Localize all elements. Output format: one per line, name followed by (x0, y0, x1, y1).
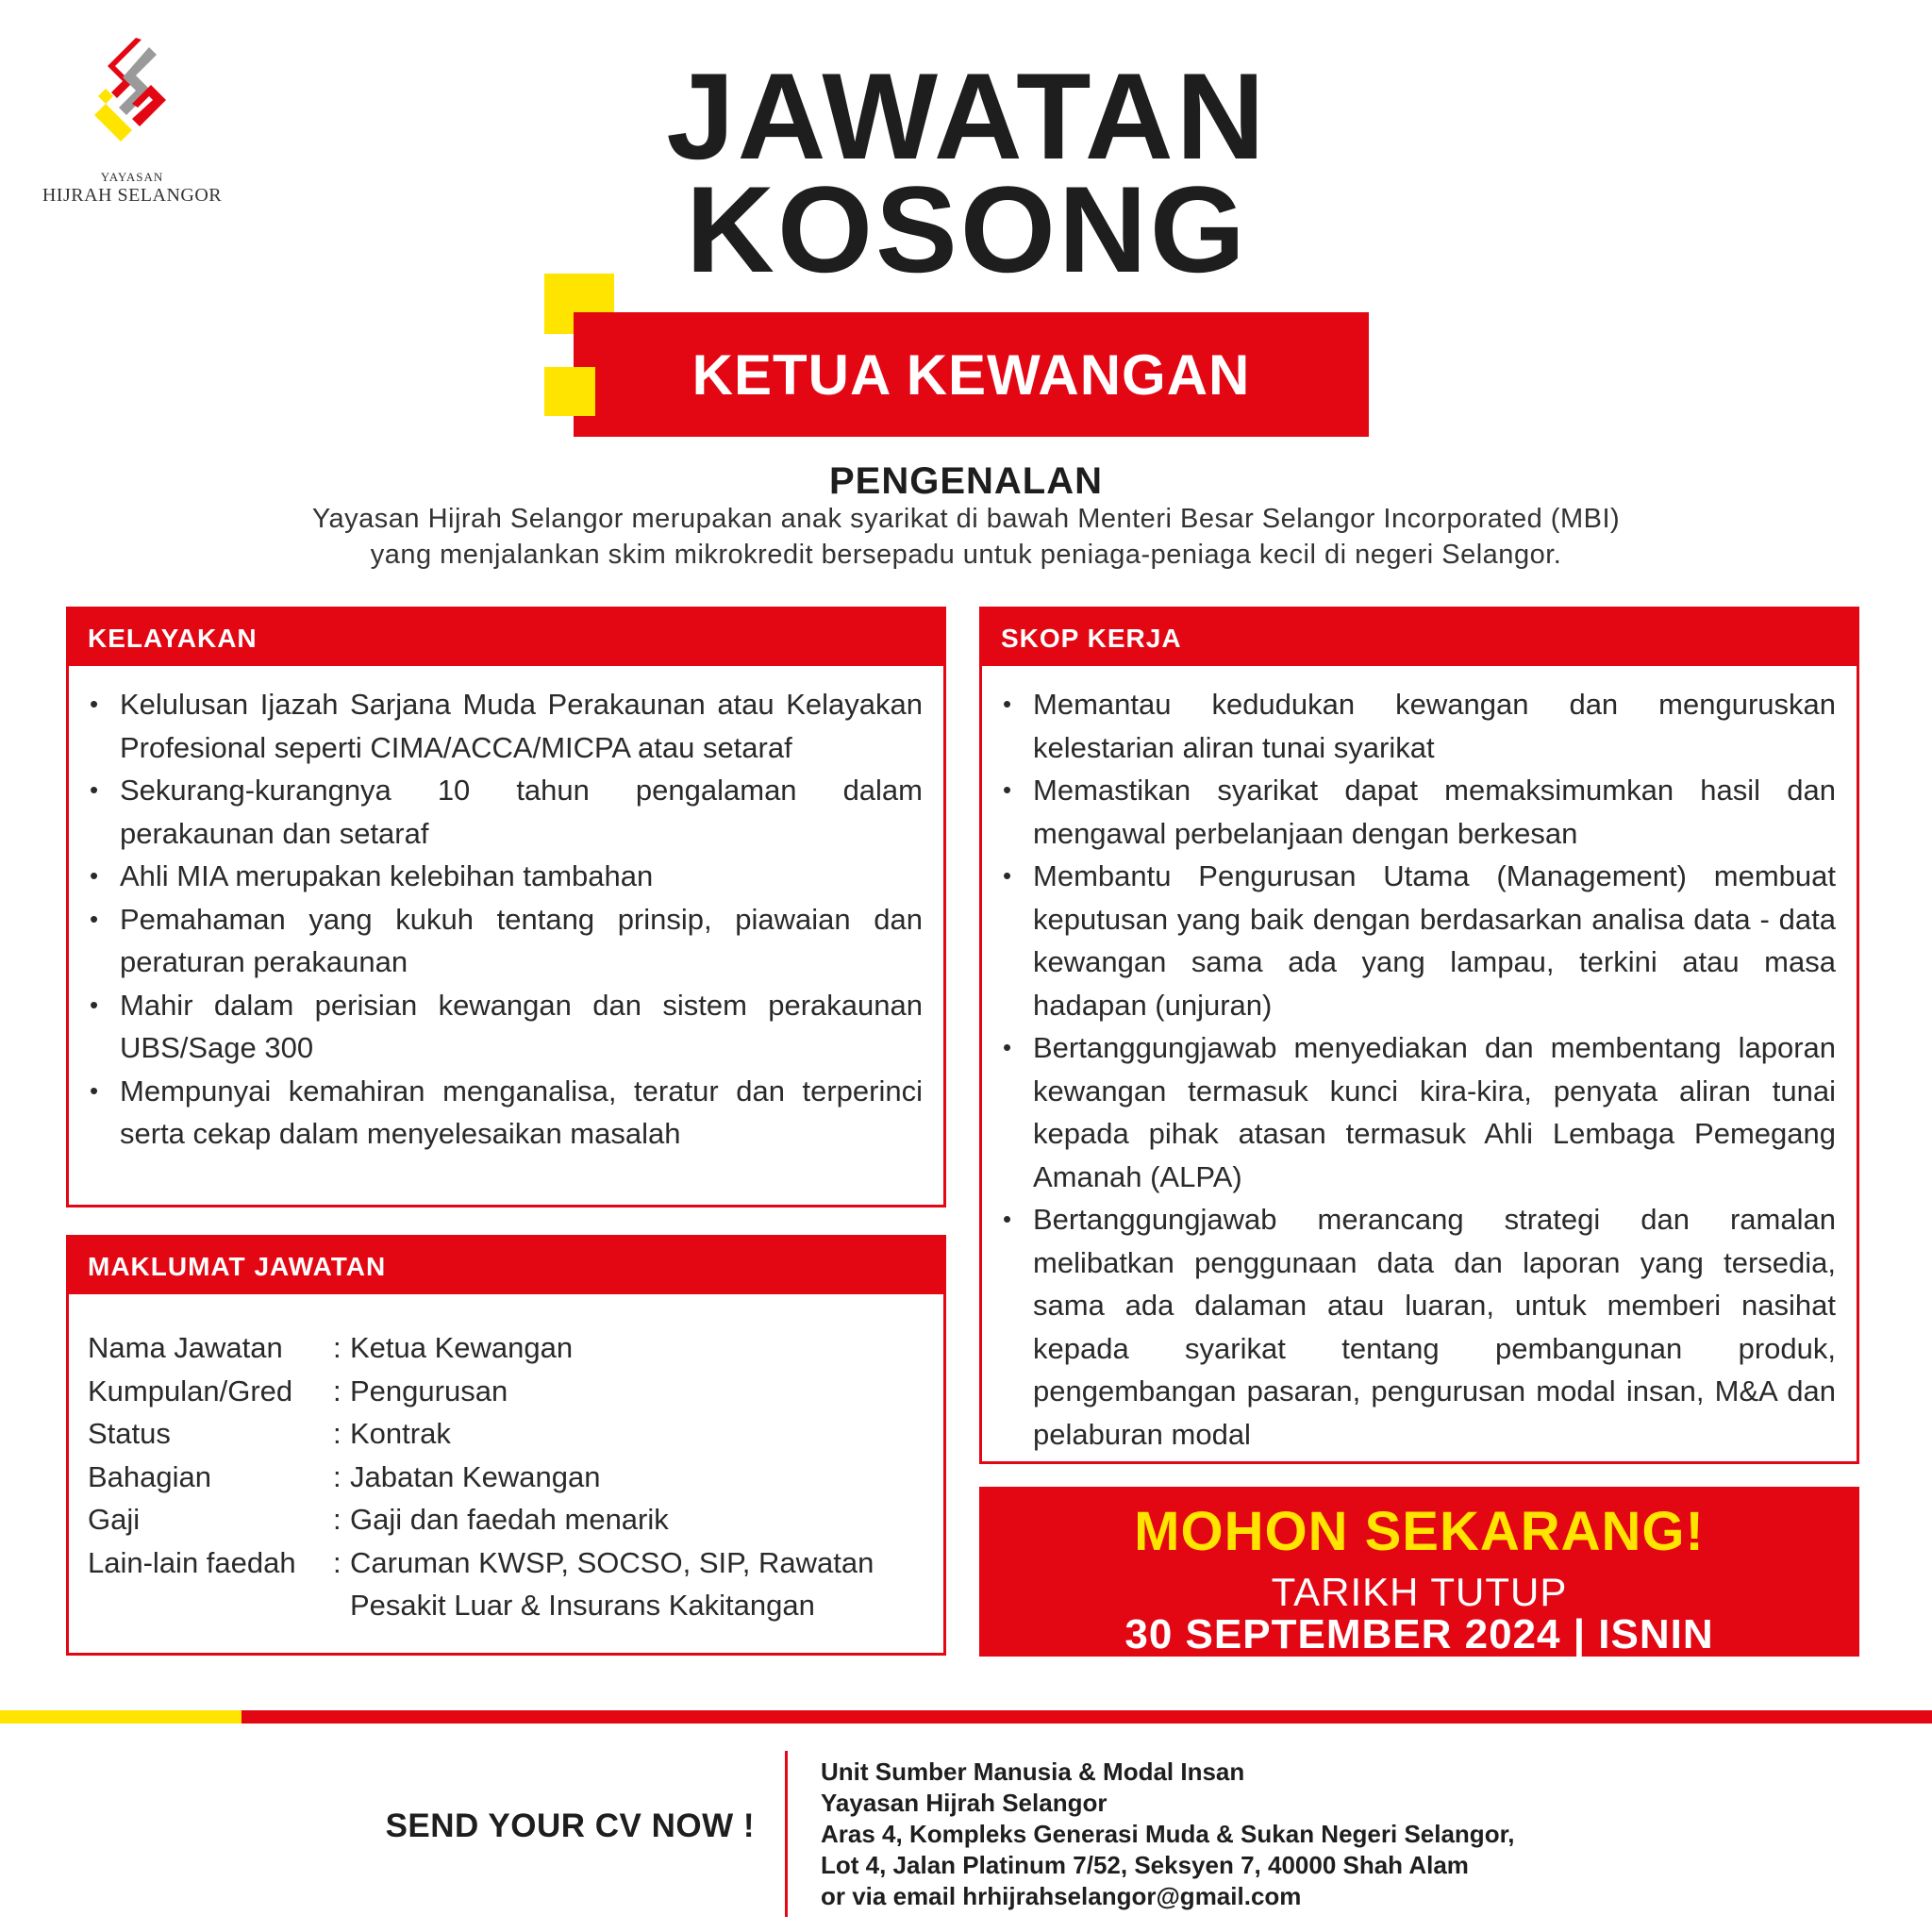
list-item: • Kelulusan Ijazah Sarjana Muda Perakaunan atau Kelayakan Profesional seperti CIMA/ACCA/MICPA atau setaraf (88, 683, 923, 769)
list-item: • Memastikan syarikat dapat memaksimumkan hasil dan mengawal perbelanjaan dengan berkesan (1001, 769, 1836, 855)
title-line-1: JAWATAN (666, 47, 1268, 185)
info-row: Bahagian : Jabatan Kewangan (88, 1456, 943, 1499)
decor-yellow-square-2 (544, 367, 595, 416)
skop-kerja-panel (979, 607, 1859, 1464)
info-value: Pengurusan (350, 1374, 508, 1407)
yayasan-hijrah-logo (38, 38, 226, 217)
apply-now-title: MOHON SEKARANG! (1134, 1501, 1705, 1562)
info-label: Kumpulan/Gred (88, 1374, 293, 1407)
contact-line: Yayasan Hijrah Selangor (821, 1789, 1108, 1817)
closing-date-label: TARIKH TUTUP (1271, 1570, 1568, 1614)
hijrah-logo-icon (94, 38, 170, 151)
info-label: Bahagian (88, 1459, 212, 1493)
contact-address (821, 1757, 1906, 1912)
kelayakan-heading: KELAYAKAN (69, 609, 943, 666)
list-item: • Membantu Pengurusan Utama (Management) membuat keputusan yang baik dengan berdasarkan analisa data - data kewangan sama ada yang lampau, terkini atau masa hadapan (unjuran) (1001, 855, 1836, 1026)
info-row: Kumpulan/Gred : Pengurusan (88, 1370, 943, 1413)
contact-email[interactable]: or via email hrhijrahselangor@gmail.com (821, 1882, 1302, 1910)
list-item: • Bertanggungjawab menyediakan dan membentang laporan kewangan termasuk kunci kira-kira, penyata aliran tunai kepada pihak atasan termasuk Ahli Lembaga Pemegang Amanah (ALPA) (1001, 1026, 1836, 1198)
info-row: Nama Jawatan : Ketua Kewangan (88, 1326, 943, 1370)
info-value: Caruman KWSP, SOCSO, SIP, Rawatan Pesakit Luar & Insurans Kakitangan (350, 1545, 874, 1622)
job-info-table (69, 1294, 943, 1627)
info-value: Ketua Kewangan (350, 1331, 574, 1364)
intro-text-line-2: yang menjalankan skim mikrokredit bersepadu untuk peniaga-peniaga kecil di negeri Selangor. (370, 540, 1562, 570)
list-item: • Ahli MIA merupakan kelebihan tambahan (88, 855, 923, 898)
intro-heading: PENGENALAN (828, 460, 1104, 502)
send-cv-callout: SEND YOUR CV NOW ! (385, 1807, 755, 1844)
contact-line: Unit Sumber Manusia & Modal Insan (821, 1757, 1245, 1786)
logo-name-text: HIJRAH SELANGOR (42, 185, 223, 206)
info-label: Nama Jawatan (88, 1331, 283, 1364)
list-item: • Mempunyai kemahiran menganalisa, teratur dan terperinci serta cekap dalam menyelesaikan masalah (88, 1070, 923, 1156)
footer-divider (785, 1751, 788, 1917)
logo-small-text: YAYASAN (100, 170, 164, 184)
footer-stripe-yellow (0, 1710, 242, 1724)
maklumat-jawatan-heading: MAKLUMAT JAWATAN (69, 1238, 943, 1294)
info-label: Gaji (88, 1503, 141, 1536)
list-item: • Pemahaman yang kukuh tentang prinsip, piawaian dan peraturan perakaunan (88, 898, 923, 984)
apply-now-box (979, 1487, 1859, 1657)
info-row: Gaji : Gaji dan faedah menarik (88, 1498, 943, 1541)
kelayakan-panel (66, 607, 946, 1208)
title-line-2: KOSONG (686, 160, 1248, 298)
list-item: • Sekurang-kurangnya 10 tahun pengalaman dalam perakaunan dan setaraf (88, 769, 923, 855)
list-item: • Bertanggungjawab merancang strategi dan ramalan melibatkan penggunaan data dan laporan yang tersedia, sama ada dalaman atau luaran, untuk memberi nasihat kepada syarikat tentang pembangunan produk, pengembangan pasaran, pengurusan modal insan, M&A dan pelaburan modal (1001, 1198, 1836, 1456)
info-row: Status : Kontrak (88, 1412, 943, 1456)
maklumat-jawatan-panel (66, 1235, 946, 1656)
info-label: Lain-lain faedah (88, 1545, 296, 1579)
list-item: • Memantau kedudukan kewangan dan menguruskan kelestarian aliran tunai syarikat (1001, 683, 1836, 769)
info-value: Gaji dan faedah menarik (350, 1503, 669, 1536)
info-value: Kontrak (350, 1417, 451, 1450)
intro-text-line-1: Yayasan Hijrah Selangor merupakan anak syarikat di bawah Menteri Besar Selangor Incorporated (MBI) (311, 504, 1621, 534)
closing-date: 30 SEPTEMBER 2024 | ISNIN (1124, 1611, 1714, 1657)
info-row: Lain-lain faedah : Caruman KWSP, SOCSO, SIP, Rawatan Pesakit Luar & Insurans Kakitangan (88, 1541, 943, 1627)
footer-stripe-red (242, 1710, 1932, 1724)
info-value: Jabatan Kewangan (350, 1459, 601, 1493)
contact-line: Aras 4, Kompleks Generasi Muda & Sukan Negeri Selangor, (821, 1820, 1515, 1848)
position-title-banner: KETUA KEWANGAN (574, 312, 1369, 437)
skop-kerja-heading: SKOP KERJA (982, 609, 1857, 666)
contact-line: Lot 4, Jalan Platinum 7/52, Seksyen 7, 40000 Shah Alam (821, 1851, 1469, 1879)
info-label: Status (88, 1417, 171, 1450)
skop-kerja-list (982, 666, 1857, 1456)
list-item: • Mahir dalam perisian kewangan dan sistem perakaunan UBS/Sage 300 (88, 984, 923, 1070)
kelayakan-list (69, 666, 943, 1156)
